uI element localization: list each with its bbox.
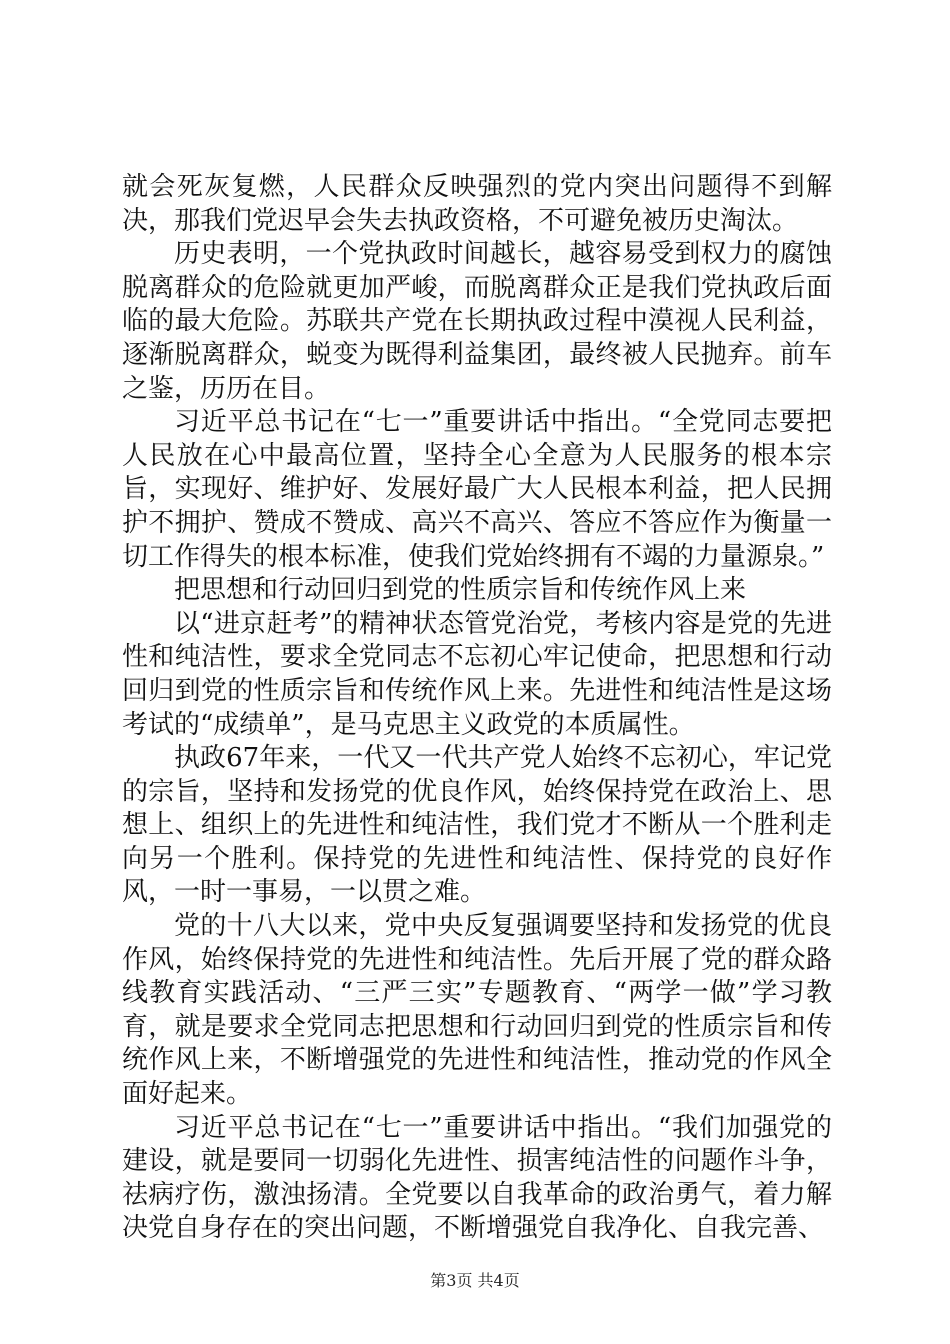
paragraph: 习近平总书记在“七一”重要讲话中指出。“我们加强党的建设，就是要同一切弱化先进性、损害纯洁性的问题作斗争，祛病疗伤，激浊扬清。全党要以自我革命的政治勇气，着力解决党自身存在的突出问题，不断增强党自我净化、自我完善、 (122, 1112, 832, 1244)
section-heading: 把思想和行动回归到党的性质宗旨和传统作风上来 (174, 575, 747, 606)
paragraph: 执政67年来，一代又一代共产党人始终不忘初心，牢记党的宗旨，坚持和发扬党的优良作风，始终保持党在政治上、思想上、组织上的先进性和纯洁性，我们党才不断从一个胜利走向另一个胜利。保持党的先进性和纯洁性、保持党的良好作风，一时一事易，一以贯之难。 (122, 743, 832, 908)
paragraph: 党的十八大以来，党中央反复强调要坚持和发扬党的优良作风，始终保持党的先进性和纯洁性。先后开展了党的群众路线教育实践活动、“三严三实”专题教育、“两学一做”学习教育，就是要求全党同志把思想和行动回归到党的性质宗旨和传统作风上来，不断增强党的先进性和纯洁性，推动党的作风全面好起来。 (122, 911, 832, 1110)
page-number-footer: 第3页 共4页 (430, 1271, 520, 1290)
paragraph-continuation: 就会死灰复燃，人民群众反映强烈的党内突出问题得不到解决，那我们党迟早会失去执政资格，不可避免被历史淘汰。 (122, 172, 832, 236)
paragraph: 习近平总书记在“七一”重要讲话中指出。“全党同志要把人民放在心中最高位置，坚持全心全意为人民服务的根本宗旨，实现好、维护好、发展好最广大人民根本利益，把人民拥护不拥护、赞成不赞成、高兴不高兴、答应不答应作为衡量一切工作得失的根本标准，使我们党始终拥有不竭的力量源泉。” (122, 407, 832, 572)
document-body (122, 171, 832, 1246)
paragraph: 历史表明，一个党执政时间越长，越容易受到权力的腐蚀脱离群众的危险就更加严峻，而脱离群众正是我们党执政后面临的最大危险。苏联共产党在长期执政过程中漠视人民利益，逐渐脱离群众，蜕变为既得利益集团，最终被人民抛弃。前车之鉴，历历在目。 (122, 239, 832, 404)
paragraph: 以“进京赶考”的精神状态管党治党，考核内容是党的先进性和纯洁性，要求全党同志不忘初心牢记使命，把思想和行动回归到党的性质宗旨和传统作风上来。先进性和纯洁性是这场考试的“成绩单”，是马克思主义政党的本质属性。 (122, 608, 832, 740)
